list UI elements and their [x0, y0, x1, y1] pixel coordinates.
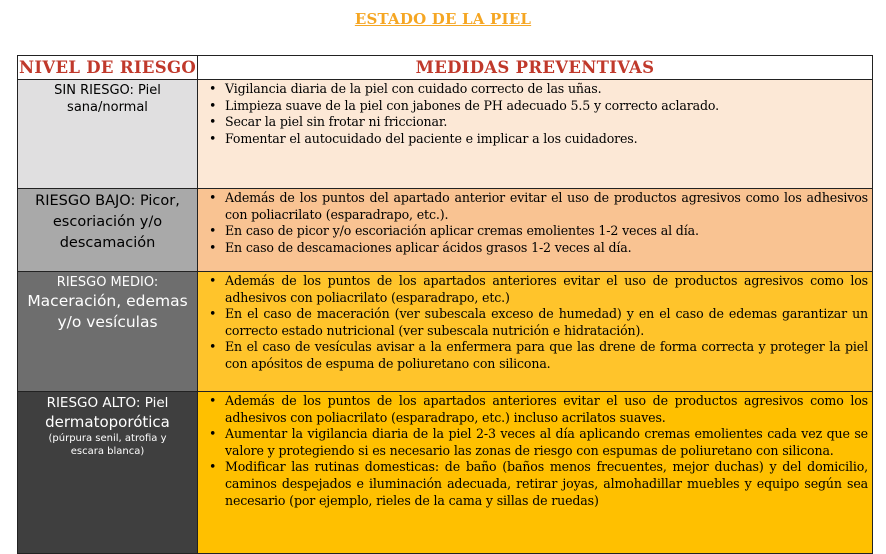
level-text: sana/normal — [67, 100, 148, 115]
measures-cell-riesgo-medio — [198, 272, 873, 392]
list-item: • En el caso de maceración (ver subescala exceso de humedad) y en el caso de edemas garantizar un correcto estado nutricional (ver subescala nutrición e hidratación). — [225, 306, 868, 339]
list-item: • Modificar las rutinas domesticas: de baño (baños menos frecuentes, mejor duchas) y del domicilio, caminos despejados e iluminación adecuada, retirar joyas, almohadillar muebles y equipo según sea necesario (por ejemplo, rieles de la cama y sillas de ruedas) — [225, 459, 868, 509]
list-item: • Fomentar el autocuidado del paciente e implicar a los cuidadores. — [225, 131, 868, 148]
measures-cell-riesgo-bajo — [198, 189, 873, 272]
list-item: • Aumentar la vigilancia diaria de la piel 2-3 veces al día aplicando cremas emolientes cada vez que se valore y protegiendo si es necesario las zonas de riesgo con espumas de poliuretano con silicona. — [225, 426, 868, 459]
list-item: • En el caso de vesículas avisar a la enfermera para que las drene de forma correcta y proteger la piel con apósitos de espuma de poliuretano con silicona. — [225, 339, 868, 372]
risk-table — [17, 55, 873, 554]
table-header-row — [18, 56, 873, 80]
level-text: RIESGO MEDIO: — [56, 275, 159, 290]
header-nivel-de-riesgo: NIVEL DE RIESGO — [18, 56, 198, 80]
level-cell-riesgo-bajo — [18, 189, 198, 272]
level-text: escoriación y/o — [52, 214, 163, 230]
measures-list — [198, 393, 872, 509]
list-item: • Limpieza suave de la piel con jabones de PH adecuado 5.5 y correcto aclarado. — [225, 98, 868, 115]
measures-list — [198, 81, 872, 147]
list-item: • En caso de picor y/o escoriación aplicar cremas emolientes 1-2 veces al día. — [225, 223, 868, 240]
level-text: RIESGO BAJO: Picor, — [35, 193, 180, 209]
level-text: y/o vesículas — [57, 313, 158, 331]
level-text: (púrpura senil, atrofia y — [48, 433, 167, 444]
level-text: dermatoporótica — [45, 413, 170, 431]
list-item: • Además de los puntos de los apartados anteriores evitar el uso de productos agresivos como los adhesivos con poliacrilato (esparadrapo, etc.) — [225, 273, 868, 306]
level-cell-riesgo-medio — [18, 272, 198, 392]
table-row-riesgo-alto — [18, 392, 873, 554]
level-text: descamación — [59, 235, 156, 251]
measures-cell-riesgo-alto — [198, 392, 873, 554]
level-cell-riesgo-alto — [18, 392, 198, 554]
document-title: ESTADO DE LA PIEL — [354, 10, 532, 28]
level-text: Maceración, edemas — [27, 292, 188, 310]
table-row-sin-riesgo — [18, 80, 873, 189]
table-row-riesgo-bajo — [18, 189, 873, 272]
measures-list — [198, 190, 872, 256]
measures-cell-sin-riesgo — [198, 80, 873, 189]
level-text: SIN RIESGO: Piel — [54, 83, 161, 98]
level-text: escara blanca) — [70, 446, 145, 457]
list-item: • Vigilancia diaria de la piel con cuidado correcto de las uñas. — [225, 81, 868, 98]
table-row-riesgo-medio — [18, 272, 873, 392]
level-text: RIESGO ALTO: Piel — [46, 395, 169, 411]
measures-list — [198, 273, 872, 373]
list-item: • Además de los puntos de los apartados anteriores evitar el uso de productos agresivos como los adhesivos con poliacrilato (esparadrapo, etc.) incluso acrilatos suaves. — [225, 393, 868, 426]
header-medidas-preventivas: MEDIDAS PREVENTIVAS — [198, 56, 873, 80]
level-cell-sin-riesgo — [18, 80, 198, 189]
list-item: • Además de los puntos del apartado anterior evitar el uso de productos agresivos como los adhesivos con poliacrilato (esparadrapo, etc.). — [225, 190, 868, 223]
list-item: • En caso de descamaciones aplicar ácidos grasos 1-2 veces al día. — [225, 240, 868, 257]
list-item: • Secar la piel sin frotar ni friccionar. — [225, 114, 868, 131]
